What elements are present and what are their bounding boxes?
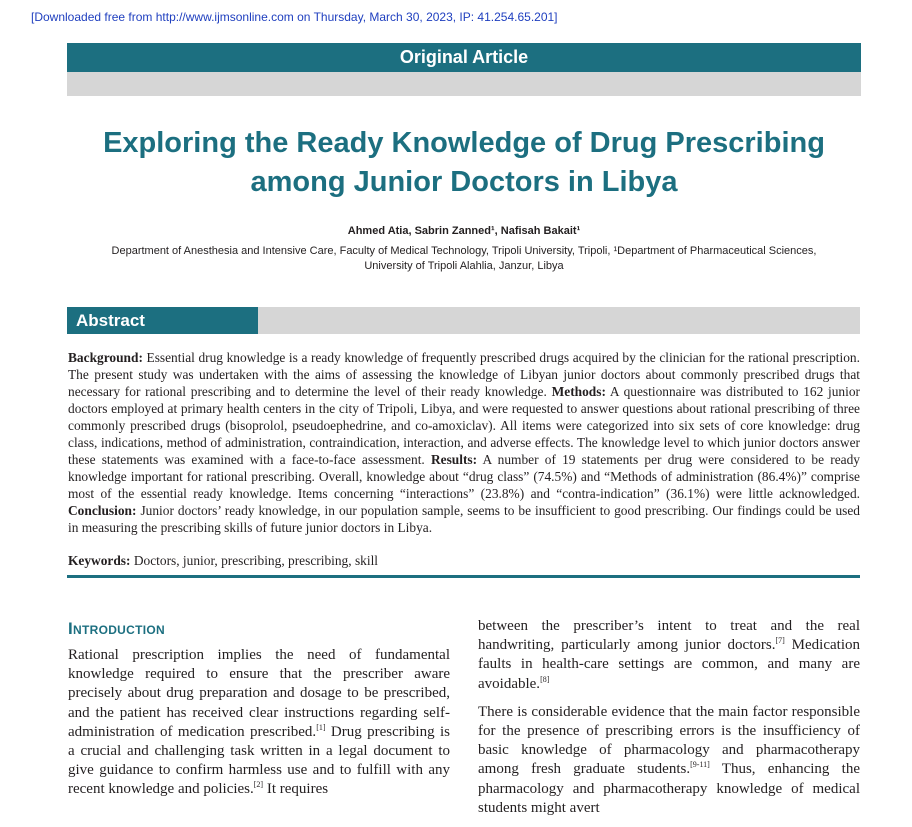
keywords-label: Keywords: (68, 553, 131, 568)
article-type-banner: Original Article (67, 43, 861, 72)
citation-ref: [9-11] (690, 760, 710, 770)
citation-ref: [7] (775, 636, 785, 646)
methods-label: Methods: (551, 384, 606, 399)
abstract-body (68, 349, 860, 536)
conclusion-label: Conclusion: (68, 503, 137, 518)
paragraph: between the prescriber’s intent to treat and the real handwriting, particularly among junior doctors.[7] Medication faults in health-care settings are common, and many are avoidable.[8] (478, 618, 860, 692)
download-note: [Downloaded free from http://www.ijmsonline.com on Thursday, March 30, 2023, IP: 41.254.65.201] (31, 10, 558, 24)
keywords-text: Doctors, junior, prescribing, prescribing, skill (133, 553, 379, 568)
affiliation: Department of Anesthesia and Intensive Care, Faculty of Medical Technology, Tripoli University, Tripoli, ¹Department of Pharmaceutical Sciences, University of Tripoli Alahlia, Janzur, Libya (111, 245, 817, 272)
background-text: Essential drug knowledge is a ready knowledge of frequently prescribed drugs acquired by the clinician for the rational prescription. The present study was undertaken with the aims of assessing the knowledge of Libyan junior doctors about commonly prescribed drugs that necessary for rational prescribing and to determine the level of their ready knowledge. (68, 350, 860, 399)
introduction-right-column (478, 617, 860, 827)
introduction-heading: Introduction (68, 619, 165, 638)
citation-ref: [2] (253, 780, 264, 790)
section-divider (67, 575, 860, 578)
keywords (68, 552, 860, 569)
citation-ref: [8] (540, 674, 550, 684)
background-label: Background: (68, 350, 143, 365)
authors: Ahmed Atia, Sabrin Zanned¹, Nafisah Bakait¹ (347, 225, 581, 237)
intro-text-1: Rational prescription implies the need of fundamental knowledge required to ensure that the prescriber aware precisely about drug preparation and dosage to be prescribed, and the patient has received clear instructions regarding self-administration of medication prescribed. (68, 647, 450, 740)
results-text: A number of 19 statements per drug were considered to be ready knowledge important for rational prescribing. Overall, knowledge about “drug class” (74.5%) and “Methods of administration (86.4%)” comprise most of the essential ready knowledge. Items concerning “interactions” (23.8%) and “contra-indication” (36.1%) were little acknowledged. (68, 452, 860, 501)
introduction-left-column (68, 646, 450, 800)
abstract-header-bar (67, 307, 860, 334)
citation-ref: [1] (316, 722, 326, 732)
intro-text-2: Drug prescribing is a crucial and challenging task written in a legal document to give guidance to confirm harmless use and to fulfill with any recent knowledge and policies. (68, 723, 450, 798)
article-title: Exploring the Ready Knowledge of Drug Prescribing among Junior Doctors in Libya (103, 127, 825, 198)
results-label: Results: (430, 452, 478, 467)
intro-text-3: It requires (263, 781, 329, 798)
paragraph: There is considerable evidence that the main factor responsible for the presence of prescribing errors is the insufficiency of basic knowledge of pharmacology and pharmacotherapy among fresh graduate students.[9-11] Thus, enhancing the pharmacology and pharmacotherapy knowledge of medical students might avert (478, 703, 860, 816)
banner-gray-strip (67, 72, 861, 96)
conclusion-text: Junior doctors’ ready knowledge, in our population sample, seems to be insufficient to good prescribing. Our findings could be used in measuring the prescribing skills of future junior doctors in Libya. (68, 503, 860, 535)
methods-text: A questionnaire was distributed to 162 junior doctors employed at primary health centers in the city of Tripoli, Libya, and were requested to answer questions about rational prescribing of three commonly prescribed drugs (bisoprolol, pseudoephedrine, and co-amoxiclav). All items were categorized into six sets of core knowledge: drug class, indications, method of administration, contraindication, interaction, and adverse effects. The knowledge level to which junior doctors answer these statements was examined with a face-to-face assessment. (68, 384, 861, 467)
abstract-heading: Abstract (67, 307, 258, 334)
